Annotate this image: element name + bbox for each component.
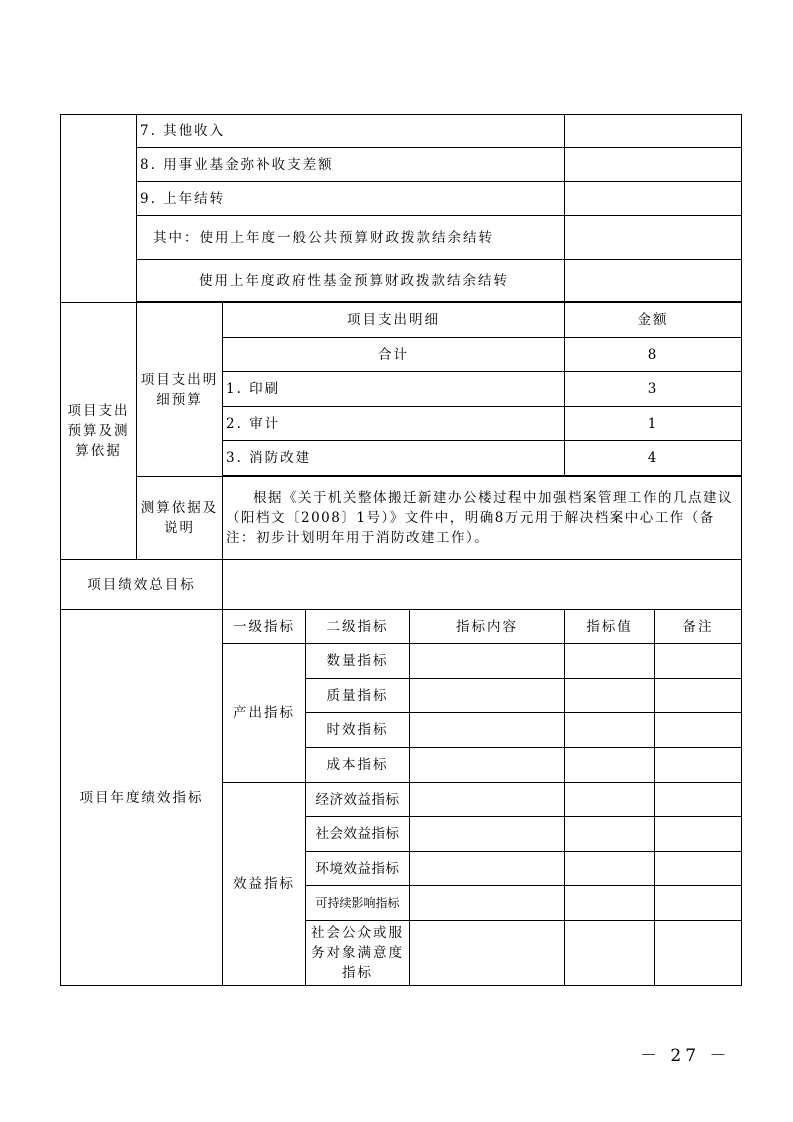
indicator-value-cell	[565, 748, 655, 783]
indicator-value-cell	[565, 817, 655, 852]
perf-header-content: 指标内容	[410, 610, 565, 644]
indicator-content-cell	[410, 886, 565, 921]
income-row-9a-value	[565, 216, 742, 260]
indicator-remark-cell	[655, 644, 742, 679]
income-row-9b-value	[565, 260, 742, 302]
benefit-item: 可持续影响指标	[306, 886, 410, 921]
output-item: 数量指标	[306, 644, 410, 679]
income-section-cell	[61, 115, 137, 303]
indicator-remark-cell	[655, 921, 742, 986]
indicator-remark-cell	[655, 852, 742, 886]
benefit-item: 经济效益指标	[306, 783, 410, 817]
budget-item-value: 4	[565, 441, 742, 476]
benefit-item: 社会效益指标	[306, 817, 410, 852]
indicator-content-cell	[410, 921, 565, 986]
budget-section-label: 项目支出预算及测算依据	[61, 303, 137, 560]
indicator-remark-cell	[655, 679, 742, 713]
benefit-item: 环境效益指标	[306, 852, 410, 886]
detail-budget-label: 项目支出明细预算	[137, 303, 223, 477]
basis-label: 测算依据及说明	[137, 477, 223, 560]
page-number: － 27 －	[640, 1046, 731, 1066]
income-row-8-value	[565, 148, 742, 182]
indicator-value-cell	[565, 852, 655, 886]
budget-item-label: 1. 印刷	[223, 372, 565, 407]
indicator-content-cell	[410, 783, 565, 817]
benefit-item: 社会公众或服务对象满意度指标	[306, 921, 410, 986]
performance-section-label: 项目年度绩效指标	[61, 610, 223, 986]
budget-item-label: 3. 消防改建	[223, 441, 565, 476]
budget-item-value: 1	[565, 407, 742, 441]
indicator-remark-cell	[655, 783, 742, 817]
goal-value	[223, 560, 742, 610]
output-item: 成本指标	[306, 748, 410, 783]
income-row-9a: 其中：使用上年度一般公共预算财政拨款结余结转	[137, 216, 565, 260]
indicator-value-cell	[565, 783, 655, 817]
income-row-8: 8. 用事业基金弥补收支差额	[137, 148, 565, 182]
indicator-value-cell	[565, 679, 655, 713]
basis-text: 根据《关于机关整体搬迁新建办公楼过程中加强档案管理工作的几点建议（阳档文〔2008〕1号）》文件中，明确8万元用于解决档案中心工作（备注：初步计划明年用于消防改建工作）。	[223, 477, 742, 560]
indicator-remark-cell	[655, 886, 742, 921]
indicator-content-cell	[410, 852, 565, 886]
indicator-value-cell	[565, 713, 655, 748]
indicator-remark-cell	[655, 713, 742, 748]
income-row-9b: 使用上年度政府性基金预算财政拨款结余结转	[137, 260, 565, 302]
income-row-7: 7. 其他收入	[137, 115, 565, 148]
budget-item-label: 2. 审计	[223, 407, 565, 441]
goal-label: 项目绩效总目标	[61, 560, 223, 610]
income-row-9-value	[565, 182, 742, 216]
perf-header-remark: 备注	[655, 610, 742, 644]
budget-item-value: 3	[565, 372, 742, 407]
col-header-amount: 金额	[565, 303, 742, 338]
output-indicator-label: 产出指标	[223, 644, 306, 783]
indicator-content-cell	[410, 644, 565, 679]
perf-header-level2: 二级指标	[306, 610, 410, 644]
indicator-value-cell	[565, 644, 655, 679]
perf-header-level1: 一级指标	[223, 610, 306, 644]
indicator-value-cell	[565, 886, 655, 921]
total-value: 8	[565, 338, 742, 372]
indicator-content-cell	[410, 713, 565, 748]
indicator-remark-cell	[655, 748, 742, 783]
benefit-indicator-label: 效益指标	[223, 783, 306, 986]
col-header-item: 项目支出明细	[223, 303, 565, 338]
income-row-9: 9. 上年结转	[137, 182, 565, 216]
output-item: 时效指标	[306, 713, 410, 748]
indicator-value-cell	[565, 921, 655, 986]
income-row-7-value	[565, 115, 742, 148]
total-label: 合计	[223, 338, 565, 372]
indicator-remark-cell	[655, 817, 742, 852]
output-item: 质量指标	[306, 679, 410, 713]
budget-form-table	[60, 114, 742, 986]
indicator-content-cell	[410, 817, 565, 852]
indicator-content-cell	[410, 748, 565, 783]
indicator-content-cell	[410, 679, 565, 713]
perf-header-value: 指标值	[565, 610, 655, 644]
